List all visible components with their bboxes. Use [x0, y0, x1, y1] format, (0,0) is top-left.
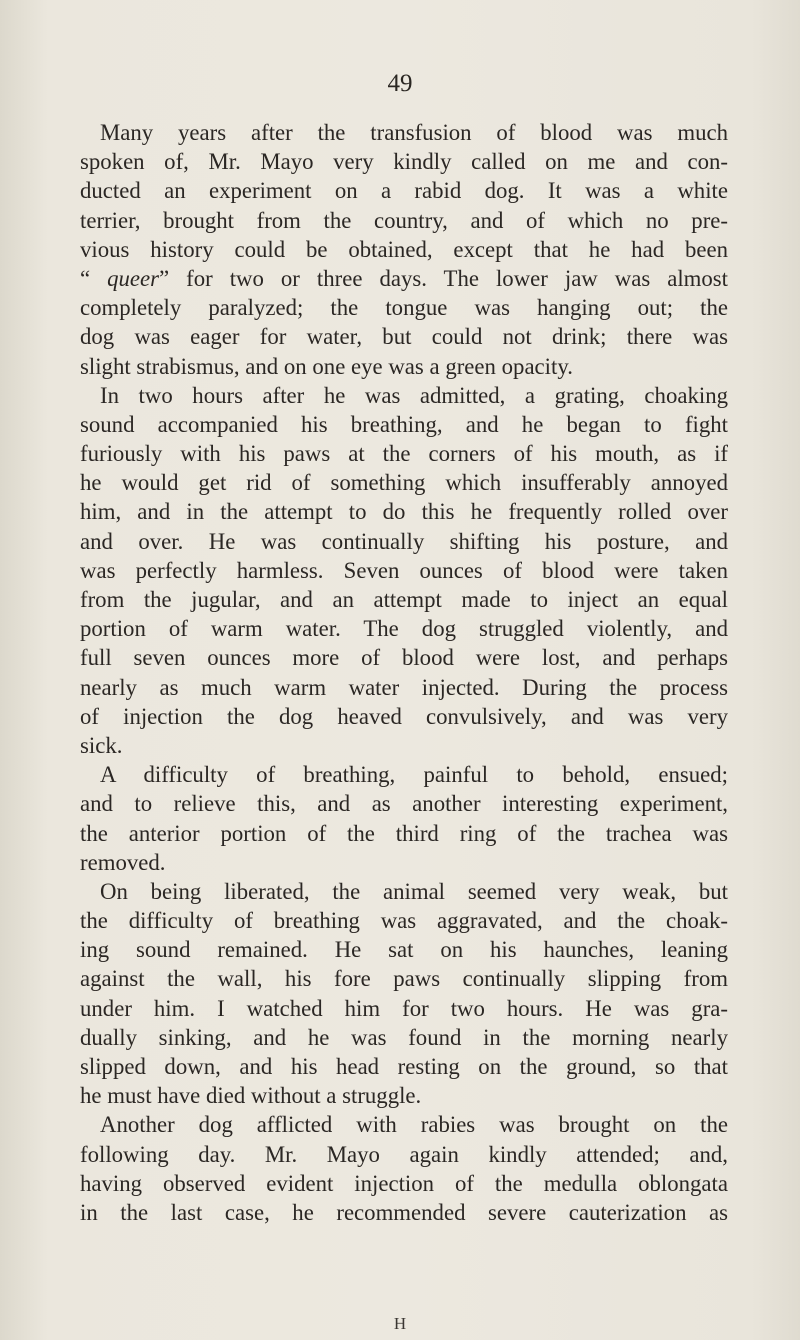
text-line: sound accompanied his breathing, and he began to fight [80, 411, 728, 437]
paragraph [80, 760, 728, 877]
text-line: and to relieve this, and as another interesting experiment, [80, 791, 728, 817]
text-line: he would get rid of something which insufferably annoyed [80, 470, 728, 496]
page-number: 49 [387, 70, 413, 97]
paragraph [80, 877, 728, 1111]
paragraph [80, 1110, 728, 1227]
text-line: nearly as much warm water injected. During the process [80, 674, 728, 700]
text-line: sick. [80, 732, 123, 758]
text-line: spoken of, Mr. Mayo very kindly called on me and con- [80, 149, 728, 175]
text-line: portion of warm water. The dog struggled violently, and [80, 616, 728, 642]
text-line: of injection the dog heaved convulsively, and was very [80, 703, 728, 729]
text-line: from the jugular, and an attempt made to inject an equal [80, 587, 728, 612]
text-line: the anterior portion of the third ring of the trachea was [80, 820, 728, 846]
signature-mark: H [393, 1314, 407, 1333]
text-line: slipped down, and his head resting on the ground, so that [80, 1054, 728, 1079]
text-line: dog was eager for water, but could not drink; there was [80, 324, 728, 350]
text-line: vious history could be obtained, except that he had been [80, 236, 728, 262]
text-line: slight strabismus, and on one eye was a green opacity. [80, 353, 573, 379]
text-line: Another dog afflicted with rabies was brought on the [100, 1112, 728, 1138]
text-line: A difficulty of breathing, painful to behold, ensued; [100, 762, 728, 788]
text-line: was perfectly harmless. Seven ounces of blood were taken [80, 557, 728, 583]
text-line: he must have died without a struggle. [80, 1083, 422, 1109]
italic-word: queer [107, 265, 160, 291]
paragraph [80, 381, 728, 760]
text-line: full seven ounces more of blood were lost, and perhaps [80, 645, 728, 671]
text-line: and over. He was continually shifting his posture, and [80, 528, 728, 554]
text-line: under him. I watched him for two hours. He was gra- [80, 995, 728, 1021]
text-line: ing sound remained. He sat on his haunches, leaning [80, 937, 728, 963]
text-line: dually sinking, and he was found in the morning nearly [80, 1024, 728, 1050]
text-line: ducted an experiment on a rabid dog. It was a white [80, 178, 728, 204]
text-line: in the last case, he recommended severe cauterization as [80, 1199, 728, 1225]
text-line: Many years after the transfusion of blood was much [100, 120, 728, 145]
text-line: furiously with his paws at the corners of his mouth, as if [80, 441, 728, 467]
body-text [80, 118, 728, 1227]
text-line: On being liberated, the animal seemed very weak, but [100, 878, 728, 904]
text-line: terrier, brought from the country, and of which no pre- [80, 207, 728, 233]
text-line: In two hours after he was admitted, a grating, choaking [100, 382, 728, 408]
text-line: “ queer” for two or three days. The lower jaw was almost [80, 265, 729, 291]
text-line: against the wall, his fore paws continually slipping from [80, 966, 728, 992]
text-line: removed. [80, 849, 166, 875]
text-line: having observed evident injection of the medulla oblongata [80, 1170, 728, 1196]
text-line: following day. Mr. Mayo again kindly attended; and, [80, 1141, 728, 1167]
paragraph [80, 118, 728, 381]
text-line: the difficulty of breathing was aggravated, and the choak- [80, 908, 728, 934]
text-line: him, and in the attempt to do this he frequently rolled over [80, 499, 728, 525]
text-line: completely paralyzed; the tongue was hanging out; the [80, 295, 728, 321]
